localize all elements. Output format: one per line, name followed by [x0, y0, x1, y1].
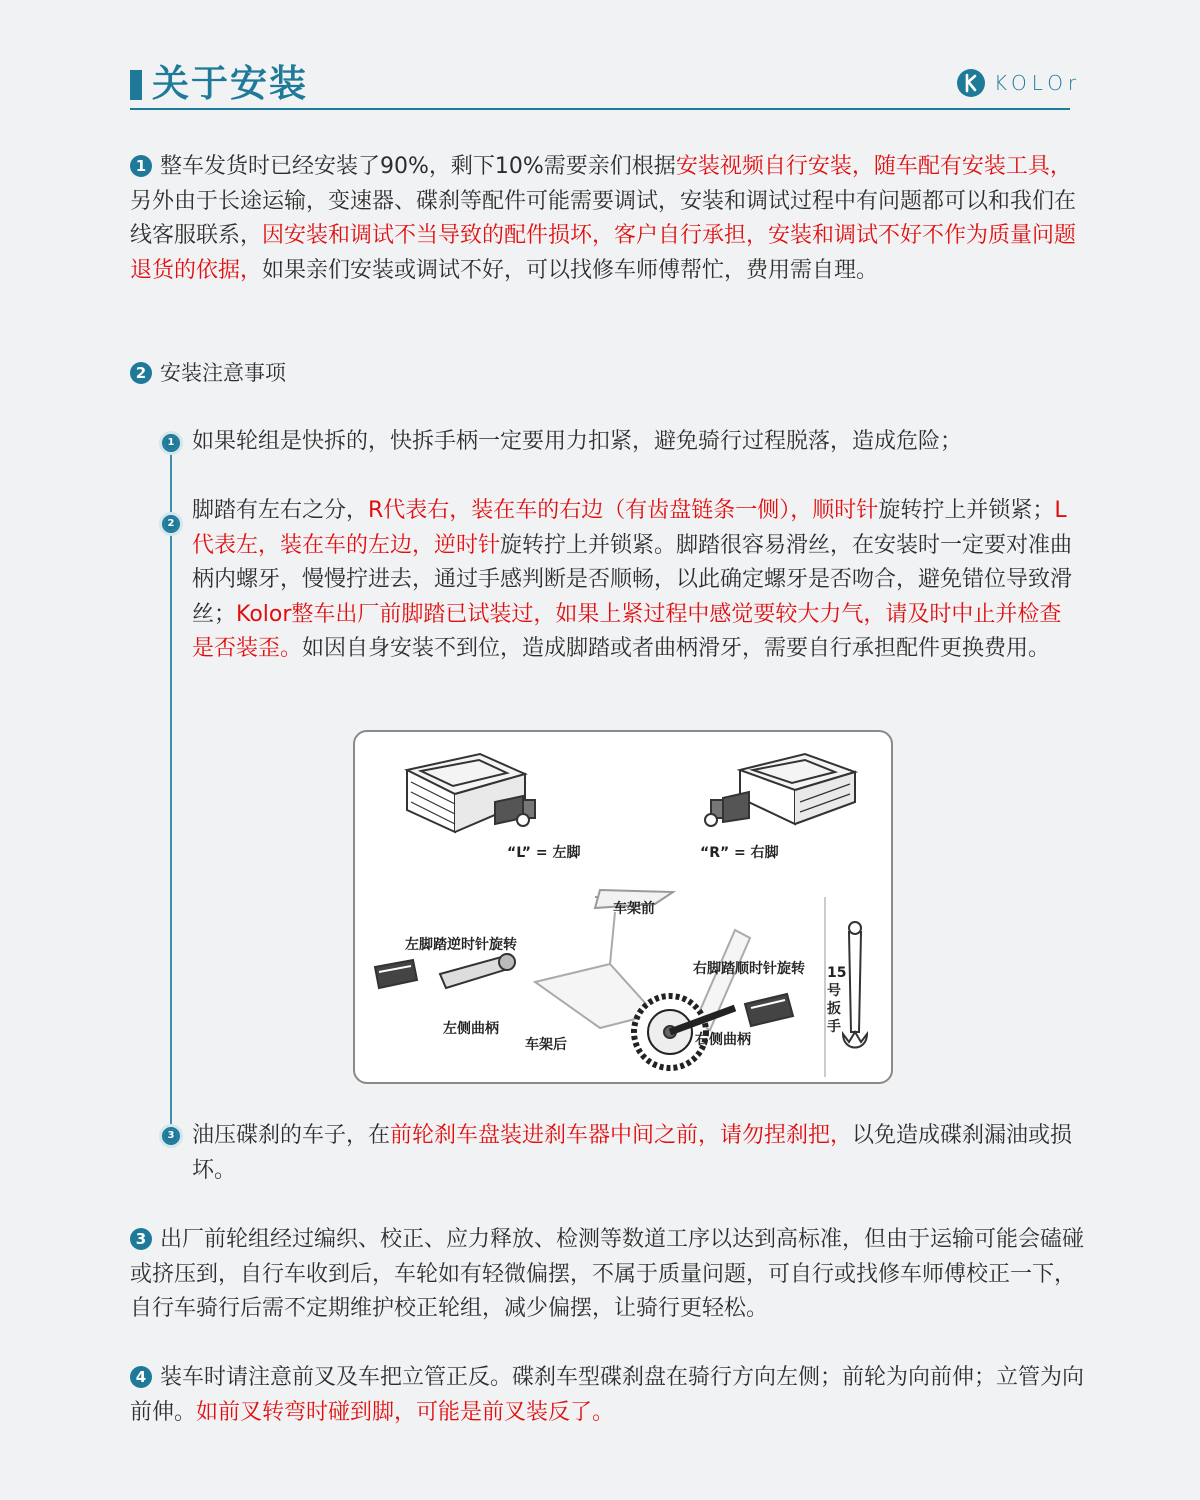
sub-item-1-text: 如果轮组是快拆的，快拆手柄一定要用力扣紧，避免骑行过程脱落，造成危险；: [192, 429, 963, 454]
sub-item-3-highlight: 前轮刹车盘装进刹车器中间之前，请勿捏刹把，: [390, 1123, 853, 1148]
sub-item-3-text-a: 油压碟刹的车子，在: [192, 1123, 391, 1148]
sub-item-1-number: 1: [164, 436, 178, 450]
sub-item-2-paragraph: [192, 494, 1082, 667]
section-1-text-b: 另外由于长途运输，变速器、碟刹等配件可能需要调试，安装和调试过程中有问题都可以和我们在线客服联系，: [130, 188, 1077, 248]
left-rotate-label: 左脚踏逆时针旋转: [405, 937, 517, 953]
section-2-heading: [130, 356, 1085, 391]
left-crank-icon: [375, 954, 515, 988]
header-divider: [130, 108, 1070, 110]
section-4-badge: 4: [130, 1366, 152, 1388]
section-4-paragraph: [130, 1361, 1085, 1430]
title-accent-bar: [130, 70, 142, 100]
brand-logo: [956, 68, 1081, 98]
frame-front-label: 车架前: [613, 901, 655, 917]
sub-item-1-badge: [162, 434, 180, 452]
sub-item-2-text-b: 旋转拧上并锁紧；: [878, 498, 1055, 523]
frame-rear-label: 车架后: [525, 1037, 567, 1053]
page-title: 关于安装: [152, 62, 308, 105]
left-crank-label: 左侧曲柄: [443, 1021, 499, 1037]
right-pedal-icon: [705, 754, 855, 826]
section-4-highlight: 如前叉转弯时碰到脚，可能是前叉装反了。: [196, 1399, 615, 1425]
right-crank-label: 右侧曲柄: [695, 1032, 751, 1048]
sub-item-3-badge: [162, 1127, 180, 1145]
pedal-install-diagram: [353, 730, 893, 1084]
section-4-text: 装车时请注意前叉及车把立管正反。碟刹车型碟刹盘在骑行方向左侧；前轮为向前伸；立管为向前伸。: [130, 1365, 1085, 1425]
section-2-heading-text: 安装注意事项: [160, 361, 286, 385]
sub-item-3-number: 3: [164, 1129, 178, 1143]
sub-item-3-paragraph: [192, 1119, 1082, 1188]
sub-item-2-text-a: 脚踏有左右之分，: [192, 498, 369, 523]
section-3-paragraph: [130, 1223, 1085, 1327]
sub-item-2-text-c: 旋转拧上并锁紧。脚踏很容易滑丝，在安装时一定要对准曲柄内螺牙，慢慢拧进去，通过手感判断是否顺畅，以此确定螺牙是否吻合，避免错位导致滑丝；: [192, 532, 1073, 627]
section-1-highlight-b: 因安装和调试不当导致的配件损坏，客户自行承担，安装和调试不好不作为质量问题退货的依据，: [130, 223, 1077, 283]
right-pedal-label: “R” = 右脚: [700, 845, 779, 861]
sub-item-3-text-b: 以免造成碟刹漏油或损坏。: [192, 1123, 1073, 1183]
sub-item-2-highlight-b: L代表左，装在车的左边，逆时针: [192, 498, 1067, 558]
sub-item-2-highlight-c: Kolor整车出厂前脚踏已试装过，如果上紧过程中感觉要较大力气，请及时中止并检查是否装歪。: [192, 601, 1062, 661]
kolor-logo-icon: [956, 68, 986, 98]
section-1-paragraph: [130, 150, 1085, 288]
sub-item-2-highlight-a: R代表右，装在车的右边（有齿盘链条一侧），顺时针: [368, 498, 879, 523]
section-1-highlight-a: 安装视频自行安装，随车配有安装工具，: [675, 154, 1072, 179]
section-3-badge: 3: [130, 1228, 152, 1250]
sub-item-2-number: 2: [164, 517, 178, 531]
sublist-timeline-line: [170, 443, 172, 1136]
sub-item-2-badge: [162, 515, 180, 533]
section-1-text-a: 整车发货时已经安装了90%，剩下10%需要亲们根据: [160, 154, 676, 179]
wrench-label: 15号扳手: [827, 965, 847, 1035]
section-1-text-c: 如果亲们安装或调试不好，可以找修车师傅帮忙，费用需自理。: [262, 257, 879, 283]
left-pedal-icon: [407, 754, 535, 832]
logo-text: KOLOr: [994, 71, 1082, 95]
section-3-text: 出厂前轮组经过编织、校正、应力释放、检测等数道工序以达到高标准，但由于运输可能会磕碰或挤压到，自行车收到后，车轮如有轻微偏摆，不属于质量问题，可自行或找修车师傅校正一下，自行车骑行后需不定期维护校正轮组，减少偏摆，让骑行更轻松。: [130, 1227, 1085, 1321]
sub-item-2-text-d: 如因自身安装不到位，造成脚踏或者曲柄滑牙，需要自行承担配件更换费用。: [302, 636, 1051, 661]
section-2-badge: 2: [130, 362, 152, 384]
left-pedal-label: “L” = 左脚: [507, 845, 581, 861]
right-rotate-label: 右脚踏顺时针旋转: [693, 961, 805, 977]
section-1-badge: 1: [130, 155, 152, 177]
